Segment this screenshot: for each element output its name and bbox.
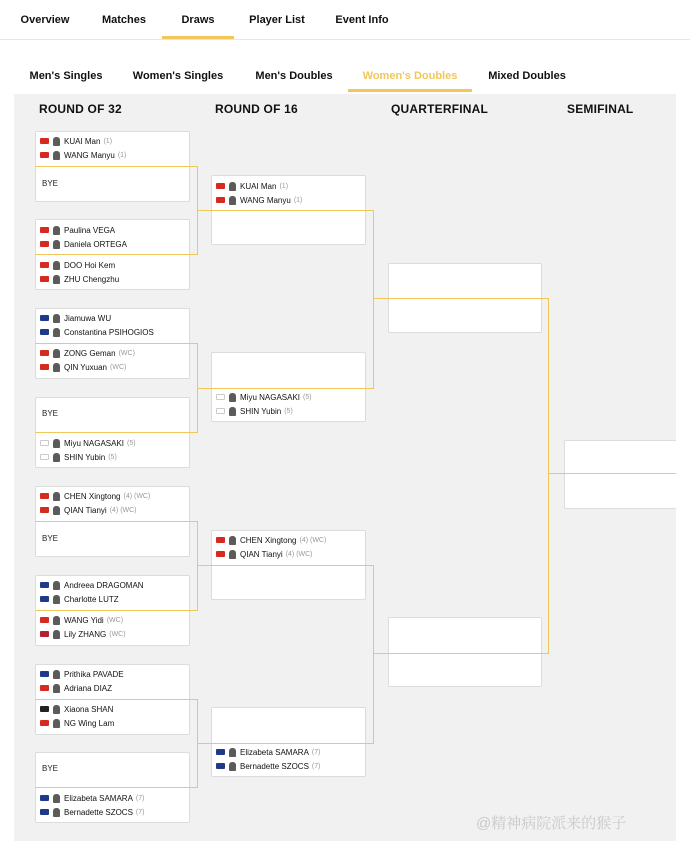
tab-womens-singles[interactable]: Women's Singles — [132, 70, 224, 82]
match-divider — [35, 432, 190, 433]
china-flag-icon — [216, 551, 225, 557]
player-avatar — [229, 748, 236, 757]
bye-label: BYE — [42, 764, 59, 773]
player-avatar — [53, 261, 60, 270]
hong-kong-flag-icon — [40, 262, 49, 268]
china-flag-icon — [40, 493, 49, 499]
australia-flag-icon — [40, 329, 49, 335]
chile-flag-icon — [40, 241, 49, 247]
bracket-connector — [197, 743, 211, 744]
bracket-connector — [197, 210, 211, 211]
bracket-connector — [373, 298, 388, 299]
player-name: Bernadette SZOCS — [240, 761, 309, 771]
player-name: KUAI Man — [64, 136, 101, 146]
france-flag-icon — [40, 596, 49, 602]
seed-label: (WC) — [110, 363, 127, 371]
player-avatar — [53, 275, 60, 284]
tab-mens-singles[interactable]: Men's Singles — [29, 70, 103, 82]
player-name: Paulina VEGA — [64, 225, 116, 235]
bracket-connector — [197, 521, 198, 611]
australia-flag-icon — [40, 315, 49, 321]
round-of-32-header: ROUND OF 32 — [39, 102, 122, 116]
seed-label: (1) — [293, 196, 303, 204]
player-row — [40, 717, 114, 729]
seed-label: (1) — [103, 137, 113, 145]
seed-label: (5) — [108, 453, 117, 461]
player-name: ZONG Geman — [64, 348, 116, 358]
match-divider — [211, 743, 366, 744]
romania-flag-icon — [40, 809, 49, 815]
player-name: Constantina PSIHOGIOS — [64, 327, 154, 337]
player-row — [216, 760, 320, 772]
player-avatar — [53, 240, 60, 249]
player-name: WANG Manyu — [64, 150, 115, 160]
player-avatar — [53, 794, 60, 803]
top-navigation — [0, 0, 690, 40]
player-name: CHEN Xingtong — [240, 535, 297, 545]
seed-label: (1) — [117, 151, 127, 159]
match-divider — [211, 565, 366, 566]
player-row — [40, 149, 126, 161]
china-flag-icon — [40, 617, 49, 623]
match-divider — [35, 787, 190, 788]
player-row — [216, 746, 320, 758]
player-avatar — [53, 226, 60, 235]
bracket-connector — [366, 565, 373, 566]
player-row — [40, 628, 126, 640]
player-name: Jiamuwa WU — [64, 313, 112, 323]
semifinal-header: SEMIFINAL — [567, 102, 634, 116]
player-row — [40, 593, 119, 605]
player-row — [40, 579, 144, 591]
bracket-connector — [366, 388, 373, 389]
seed-label: (5) — [127, 439, 136, 447]
player-avatar — [229, 407, 236, 416]
hong-kong-flag-icon — [40, 276, 49, 282]
player-name: Prithika PAVADE — [64, 669, 124, 679]
player-avatar — [53, 630, 60, 639]
korea-flag-icon — [216, 408, 225, 414]
player-avatar — [53, 808, 60, 817]
player-row — [216, 405, 293, 417]
player-row — [40, 135, 112, 147]
bracket-connector — [197, 565, 211, 566]
germany-flag-icon — [40, 706, 49, 712]
sf-match-1[interactable] — [564, 440, 676, 509]
player-avatar — [229, 536, 236, 545]
player-row — [216, 180, 288, 192]
bracket-connector — [373, 210, 374, 389]
round-of-16-header: ROUND OF 16 — [215, 102, 298, 116]
romania-flag-icon — [216, 763, 225, 769]
bracket-connector — [373, 653, 388, 654]
china-flag-icon — [216, 197, 225, 203]
player-row — [40, 490, 150, 502]
chile-flag-icon — [40, 227, 49, 233]
player-row — [40, 451, 117, 463]
player-row — [40, 312, 111, 324]
player-name: WANG Manyu — [240, 195, 291, 205]
player-avatar — [53, 363, 60, 372]
player-name: Xiaona SHAN — [64, 704, 114, 714]
china-flag-icon — [40, 350, 49, 356]
bracket-connector — [373, 565, 374, 744]
tab-matches[interactable]: Matches — [101, 14, 147, 26]
puerto-rico-flag-icon — [40, 685, 49, 691]
player-row — [40, 792, 144, 804]
usa-flag-icon — [40, 631, 49, 637]
seed-label: (7) — [311, 748, 321, 756]
player-name: Miyu NAGASAKI — [240, 392, 301, 402]
player-row — [40, 504, 137, 516]
tab-womens-doubles[interactable]: Women's Doubles — [348, 62, 472, 92]
player-row — [40, 703, 113, 715]
bracket-connector — [190, 521, 197, 522]
player-avatar — [53, 616, 60, 625]
player-row — [40, 361, 126, 373]
match-divider — [35, 610, 190, 611]
player-name: Miyu NAGASAKI — [64, 438, 125, 448]
player-row — [216, 194, 302, 206]
bracket-connector — [190, 699, 197, 700]
player-avatar — [53, 670, 60, 679]
player-avatar — [53, 595, 60, 604]
china-flag-icon — [40, 138, 49, 144]
bye-label: BYE — [42, 409, 59, 418]
bracket-connector — [197, 388, 211, 389]
draw-bracket — [14, 94, 676, 841]
player-row — [40, 224, 115, 236]
match-divider — [35, 699, 190, 700]
player-name: Lily ZHANG — [64, 629, 107, 639]
player-avatar — [229, 762, 236, 771]
tab-mens-doubles[interactable]: Men's Doubles — [255, 70, 333, 82]
tab-event-info[interactable]: Event Info — [335, 14, 389, 26]
player-row — [216, 534, 326, 546]
event-tabs — [14, 62, 676, 92]
china-flag-icon — [40, 507, 49, 513]
player-row — [40, 437, 136, 449]
france-flag-icon — [40, 671, 49, 677]
tab-mixed-doubles[interactable]: Mixed Doubles — [488, 70, 566, 82]
player-name: DOO Hoi Kem — [64, 260, 116, 270]
player-avatar — [53, 349, 60, 358]
bracket-connector — [548, 298, 549, 654]
seed-label: (4) (WC) — [109, 506, 137, 514]
seed-label: (1) — [279, 182, 289, 190]
player-name: WANG Yidi — [64, 615, 104, 625]
player-avatar — [229, 550, 236, 559]
seed-label: (4) (WC) — [299, 536, 327, 544]
match-divider — [564, 473, 676, 474]
bracket-connector — [366, 743, 373, 744]
bye-label: BYE — [42, 534, 59, 543]
seed-label: (7) — [135, 808, 145, 816]
qf-match-2[interactable] — [388, 617, 542, 687]
china-flag-icon — [40, 152, 49, 158]
bracket-connector — [190, 610, 197, 611]
player-avatar — [53, 439, 60, 448]
romania-flag-icon — [40, 582, 49, 588]
player-avatar — [229, 196, 236, 205]
seed-label: (5) — [284, 407, 293, 415]
match-divider — [35, 254, 190, 255]
romania-flag-icon — [216, 749, 225, 755]
player-name: Daniela ORTEGA — [64, 239, 127, 249]
player-avatar — [53, 719, 60, 728]
seed-label: (7) — [135, 794, 145, 802]
match-divider — [388, 653, 542, 654]
player-name: Elizabeta SAMARA — [240, 747, 309, 757]
player-name: Andreea DRAGOMAN — [64, 580, 144, 590]
player-row — [40, 273, 119, 285]
china-flag-icon — [216, 183, 225, 189]
bracket-connector — [190, 787, 197, 788]
player-name: SHIN Yubin — [64, 452, 106, 462]
bracket-connector — [190, 343, 197, 344]
player-name: Charlotte LUTZ — [64, 594, 119, 604]
bracket-connector — [190, 166, 197, 167]
seed-label: (WC) — [109, 630, 126, 638]
player-row — [40, 347, 135, 359]
match-divider — [35, 521, 190, 522]
match-divider — [35, 343, 190, 344]
china-flag-icon — [40, 364, 49, 370]
player-avatar — [229, 182, 236, 191]
player-row — [40, 806, 144, 818]
tab-draws[interactable]: Draws — [162, 0, 234, 39]
player-name: ZHU Chengzhu — [64, 274, 120, 284]
china-flag-icon — [216, 537, 225, 543]
player-name: QIN Yuxuan — [64, 362, 107, 372]
player-avatar — [53, 684, 60, 693]
japan-flag-icon — [216, 394, 225, 400]
player-row — [40, 682, 112, 694]
bracket-connector — [190, 432, 197, 433]
bye-label: BYE — [42, 179, 59, 188]
player-avatar — [53, 151, 60, 160]
bracket-connector — [366, 210, 373, 211]
player-name: Elizabeta SAMARA — [64, 793, 133, 803]
player-name: Bernadette SZOCS — [64, 807, 133, 817]
romania-flag-icon — [40, 795, 49, 801]
player-row — [40, 614, 123, 626]
match-divider — [211, 210, 366, 211]
player-name: Adriana DIAZ — [64, 683, 113, 693]
player-row — [40, 668, 124, 680]
player-name: CHEN Xingtong — [64, 491, 121, 501]
player-name: NG Wing Lam — [64, 718, 115, 728]
match-divider — [388, 298, 542, 299]
player-name: QIAN Tianyi — [64, 505, 107, 515]
tab-player-list[interactable]: Player List — [249, 14, 305, 26]
seed-label: (WC) — [106, 616, 124, 624]
seed-label: (5) — [303, 393, 312, 401]
player-avatar — [53, 314, 60, 323]
seed-label: (4) (WC) — [123, 492, 151, 500]
seed-label: (7) — [311, 762, 321, 770]
japan-flag-icon — [40, 440, 49, 446]
player-avatar — [53, 137, 60, 146]
quarterfinal-header: QUARTERFINAL — [391, 102, 489, 116]
seed-label: (4) (WC) — [285, 550, 313, 558]
seed-label: (WC) — [118, 349, 135, 357]
player-row — [216, 548, 313, 560]
player-row — [40, 326, 154, 338]
korea-flag-icon — [40, 454, 49, 460]
player-row — [40, 238, 127, 250]
player-avatar — [53, 581, 60, 590]
watermark: @精神病院派来的猴子 — [476, 815, 627, 832]
hong-kong-flag-icon — [40, 720, 49, 726]
player-avatar — [53, 492, 60, 501]
player-avatar — [53, 453, 60, 462]
player-avatar — [229, 393, 236, 402]
player-avatar — [53, 328, 60, 337]
player-row — [40, 259, 115, 271]
bracket-connector — [548, 473, 564, 474]
tab-overview[interactable]: Overview — [20, 14, 70, 26]
match-divider — [35, 166, 190, 167]
player-name: KUAI Man — [240, 181, 277, 191]
match-divider — [211, 388, 366, 389]
player-row — [216, 391, 312, 403]
player-name: QIAN Tianyi — [240, 549, 283, 559]
bracket-connector — [190, 254, 197, 255]
player-avatar — [53, 705, 60, 714]
player-avatar — [53, 506, 60, 515]
player-name: SHIN Yubin — [240, 406, 282, 416]
